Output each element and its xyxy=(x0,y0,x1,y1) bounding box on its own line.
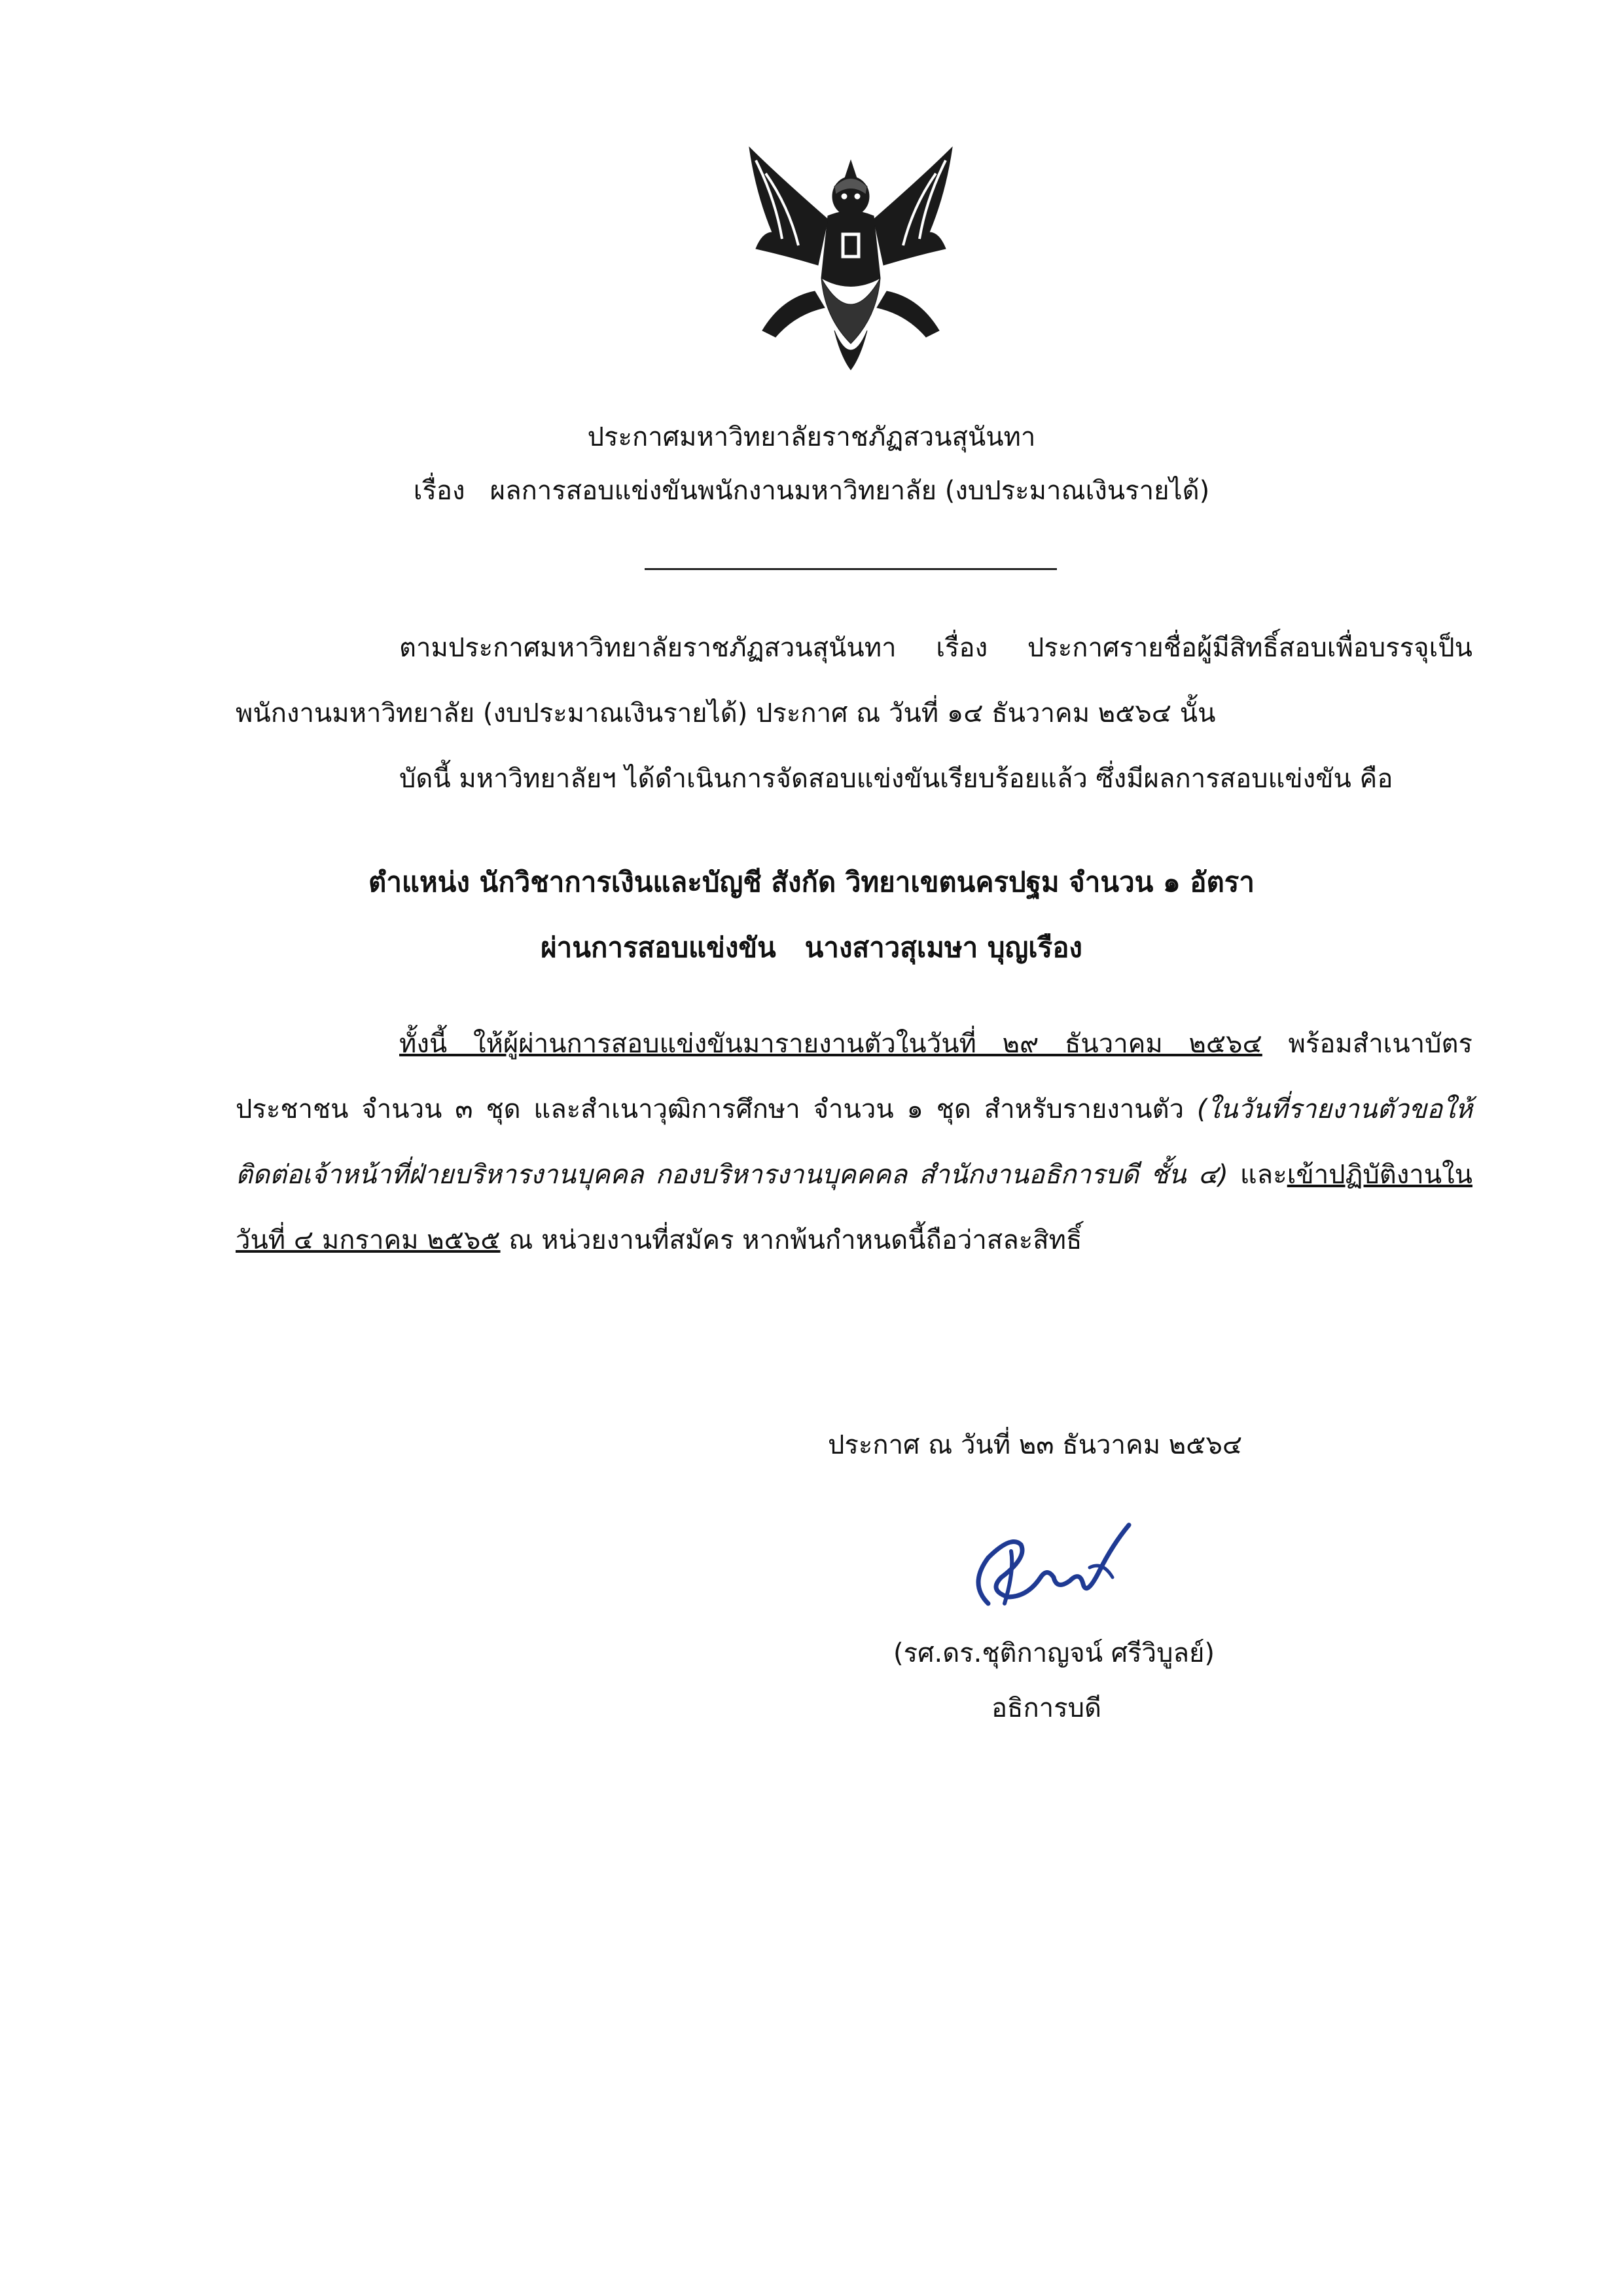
notice-text xyxy=(236,1011,1472,1273)
subject-text: ผลการสอบแข่งขันพนักงานมหาวิทยาลัย (งบประมาณเงินรายได้) xyxy=(490,476,1210,506)
announced-date: ประกาศ ณ วันที่ ๒๓ ธันวาคม ๒๕๖๔ xyxy=(828,1430,1243,1460)
position-line: ตำแหน่ง นักวิชาการเงินและบัญชี สังกัด วิทยาเขตนครปฐม จำนวน ๑ อัตรา xyxy=(368,866,1255,898)
result-intro-paragraph xyxy=(236,746,1472,812)
intro-text: ตามประกาศมหาวิทยาลัยราชภัฏสวนสุนันทา เรื่อง ประกาศรายชื่อผู้มีสิทธิ์สอบเพื่อบรรจุเป็นพนักงานมหาวิทยาลัย (งบประมาณเงินรายได้) ประกาศ ณ วันที่ ๑๔ ธันวาคม ๒๕๖๔ นั้น xyxy=(236,633,1472,728)
announcement-title: ประกาศมหาวิทยาลัยราชภัฏสวนสุนันทา xyxy=(587,422,1036,452)
announcement-subject-line xyxy=(0,473,1623,509)
handwritten-signature xyxy=(949,1505,1158,1617)
garuda-emblem-icon xyxy=(736,134,965,383)
result-line xyxy=(0,929,1623,966)
signer-name: (รศ.ดร.ชุติกาญจน์ ศรีวิบูลย์) xyxy=(893,1638,1215,1668)
header-divider xyxy=(645,568,1057,570)
documents-text: พร้อมสำเนาบัตรประชาชน จำนวน ๓ ชุด และสำเนาวุฒิการศึกษา จำนวน ๑ ชุด สำหรับรายงานตัว xyxy=(236,1029,1472,1124)
signer-title: อธิการบดี xyxy=(991,1693,1101,1723)
result-label: ผ่านการสอบแข่งขัน xyxy=(541,931,776,963)
conjunction-text: และ xyxy=(1228,1160,1287,1190)
subject-label: เรื่อง xyxy=(413,476,465,506)
forfeit-text: ณ หน่วยงานที่สมัคร หากพ้นกำหนดนี้ถือว่าสละสิทธิ์ xyxy=(500,1225,1082,1255)
start-work-date-text: เข้าปฏิบัติงานในวันที่ ๔ มกราคม ๒๕๖๕ xyxy=(236,1160,1472,1255)
result-intro-text: บัดนี้ มหาวิทยาลัยฯ ได้ดำเนินการจัดสอบแข่งขันเรียบร้อยแล้ว ซึ่งมีผลการสอบแข่งขัน คือ xyxy=(399,764,1393,794)
intro-paragraph xyxy=(236,615,1472,746)
notice-paragraph xyxy=(236,1011,1472,1273)
report-date-text: ทั้งนี้ ให้ผู้ผ่านการสอบแข่งขันมารายงานตัวในวันที่ ๒๙ ธันวาคม ๒๕๖๔ xyxy=(399,1029,1262,1059)
candidate-name: นางสาวสุเมษา บุญเรือง xyxy=(804,931,1082,963)
contact-note-text: (ในวันที่รายงานตัวขอให้ติดต่อเจ้าหน้าที่ฝ่ายบริหารงานบุคคล กองบริหารงานบุคคคล สำนักงานอธิการบดี ชั้น ๔) xyxy=(236,1094,1472,1190)
